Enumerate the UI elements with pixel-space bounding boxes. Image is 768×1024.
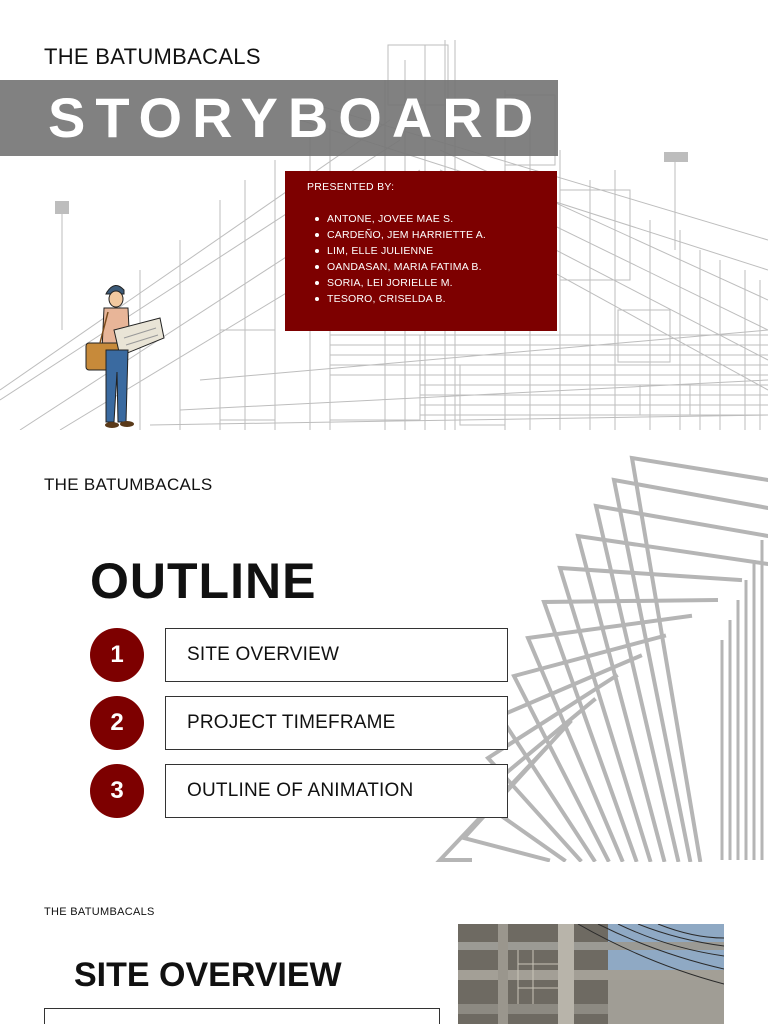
outline-item-number: 1: [90, 628, 144, 682]
outline-item-number: 2: [90, 696, 144, 750]
outline-item-label: SITE OVERVIEW: [165, 628, 508, 682]
brand-name: THE BATUMBACALS: [44, 44, 261, 69]
presenter-item: TESORO, CRISELDA B.: [307, 291, 535, 307]
outline-item-label: PROJECT TIMEFRAME: [165, 696, 508, 750]
presenter-item: ANTONE, JOVEE MAE S.: [307, 211, 535, 227]
presenter-item: SORIA, LEI JORIELLE M.: [307, 275, 535, 291]
outline-item-number: 3: [90, 764, 144, 818]
outline-item-label: OUTLINE OF ANIMATION: [165, 764, 508, 818]
presenters-list: [307, 211, 535, 307]
presenter-item: OANDASAN, MARIA FATIMA B.: [307, 259, 535, 275]
presenters-panel: [285, 171, 557, 331]
outline-title: OUTLINE: [90, 553, 317, 609]
site-overview-title: SITE OVERVIEW: [74, 956, 342, 994]
site-overview-slide: [0, 872, 768, 1024]
presenter-item: LIM, ELLE JULIENNE: [307, 243, 535, 259]
presenter-item: CARDEÑO, JEM HARRIETTE A.: [307, 227, 535, 243]
title-slide: [0, 0, 768, 430]
presented-by-heading: PRESENTED BY:: [307, 181, 395, 193]
construction-site-photo: [458, 924, 724, 1024]
outline-item[interactable]: [90, 764, 510, 818]
outline-item[interactable]: [90, 628, 510, 682]
brand-name: THE BATUMBACALS: [44, 475, 213, 494]
outline-slide: [0, 440, 768, 862]
site-overview-textbox: [44, 1008, 440, 1024]
storyboard-title: STORYBOARD: [48, 86, 544, 149]
brand-name: THE BATUMBACALS: [44, 906, 155, 918]
outline-item[interactable]: [90, 696, 510, 750]
